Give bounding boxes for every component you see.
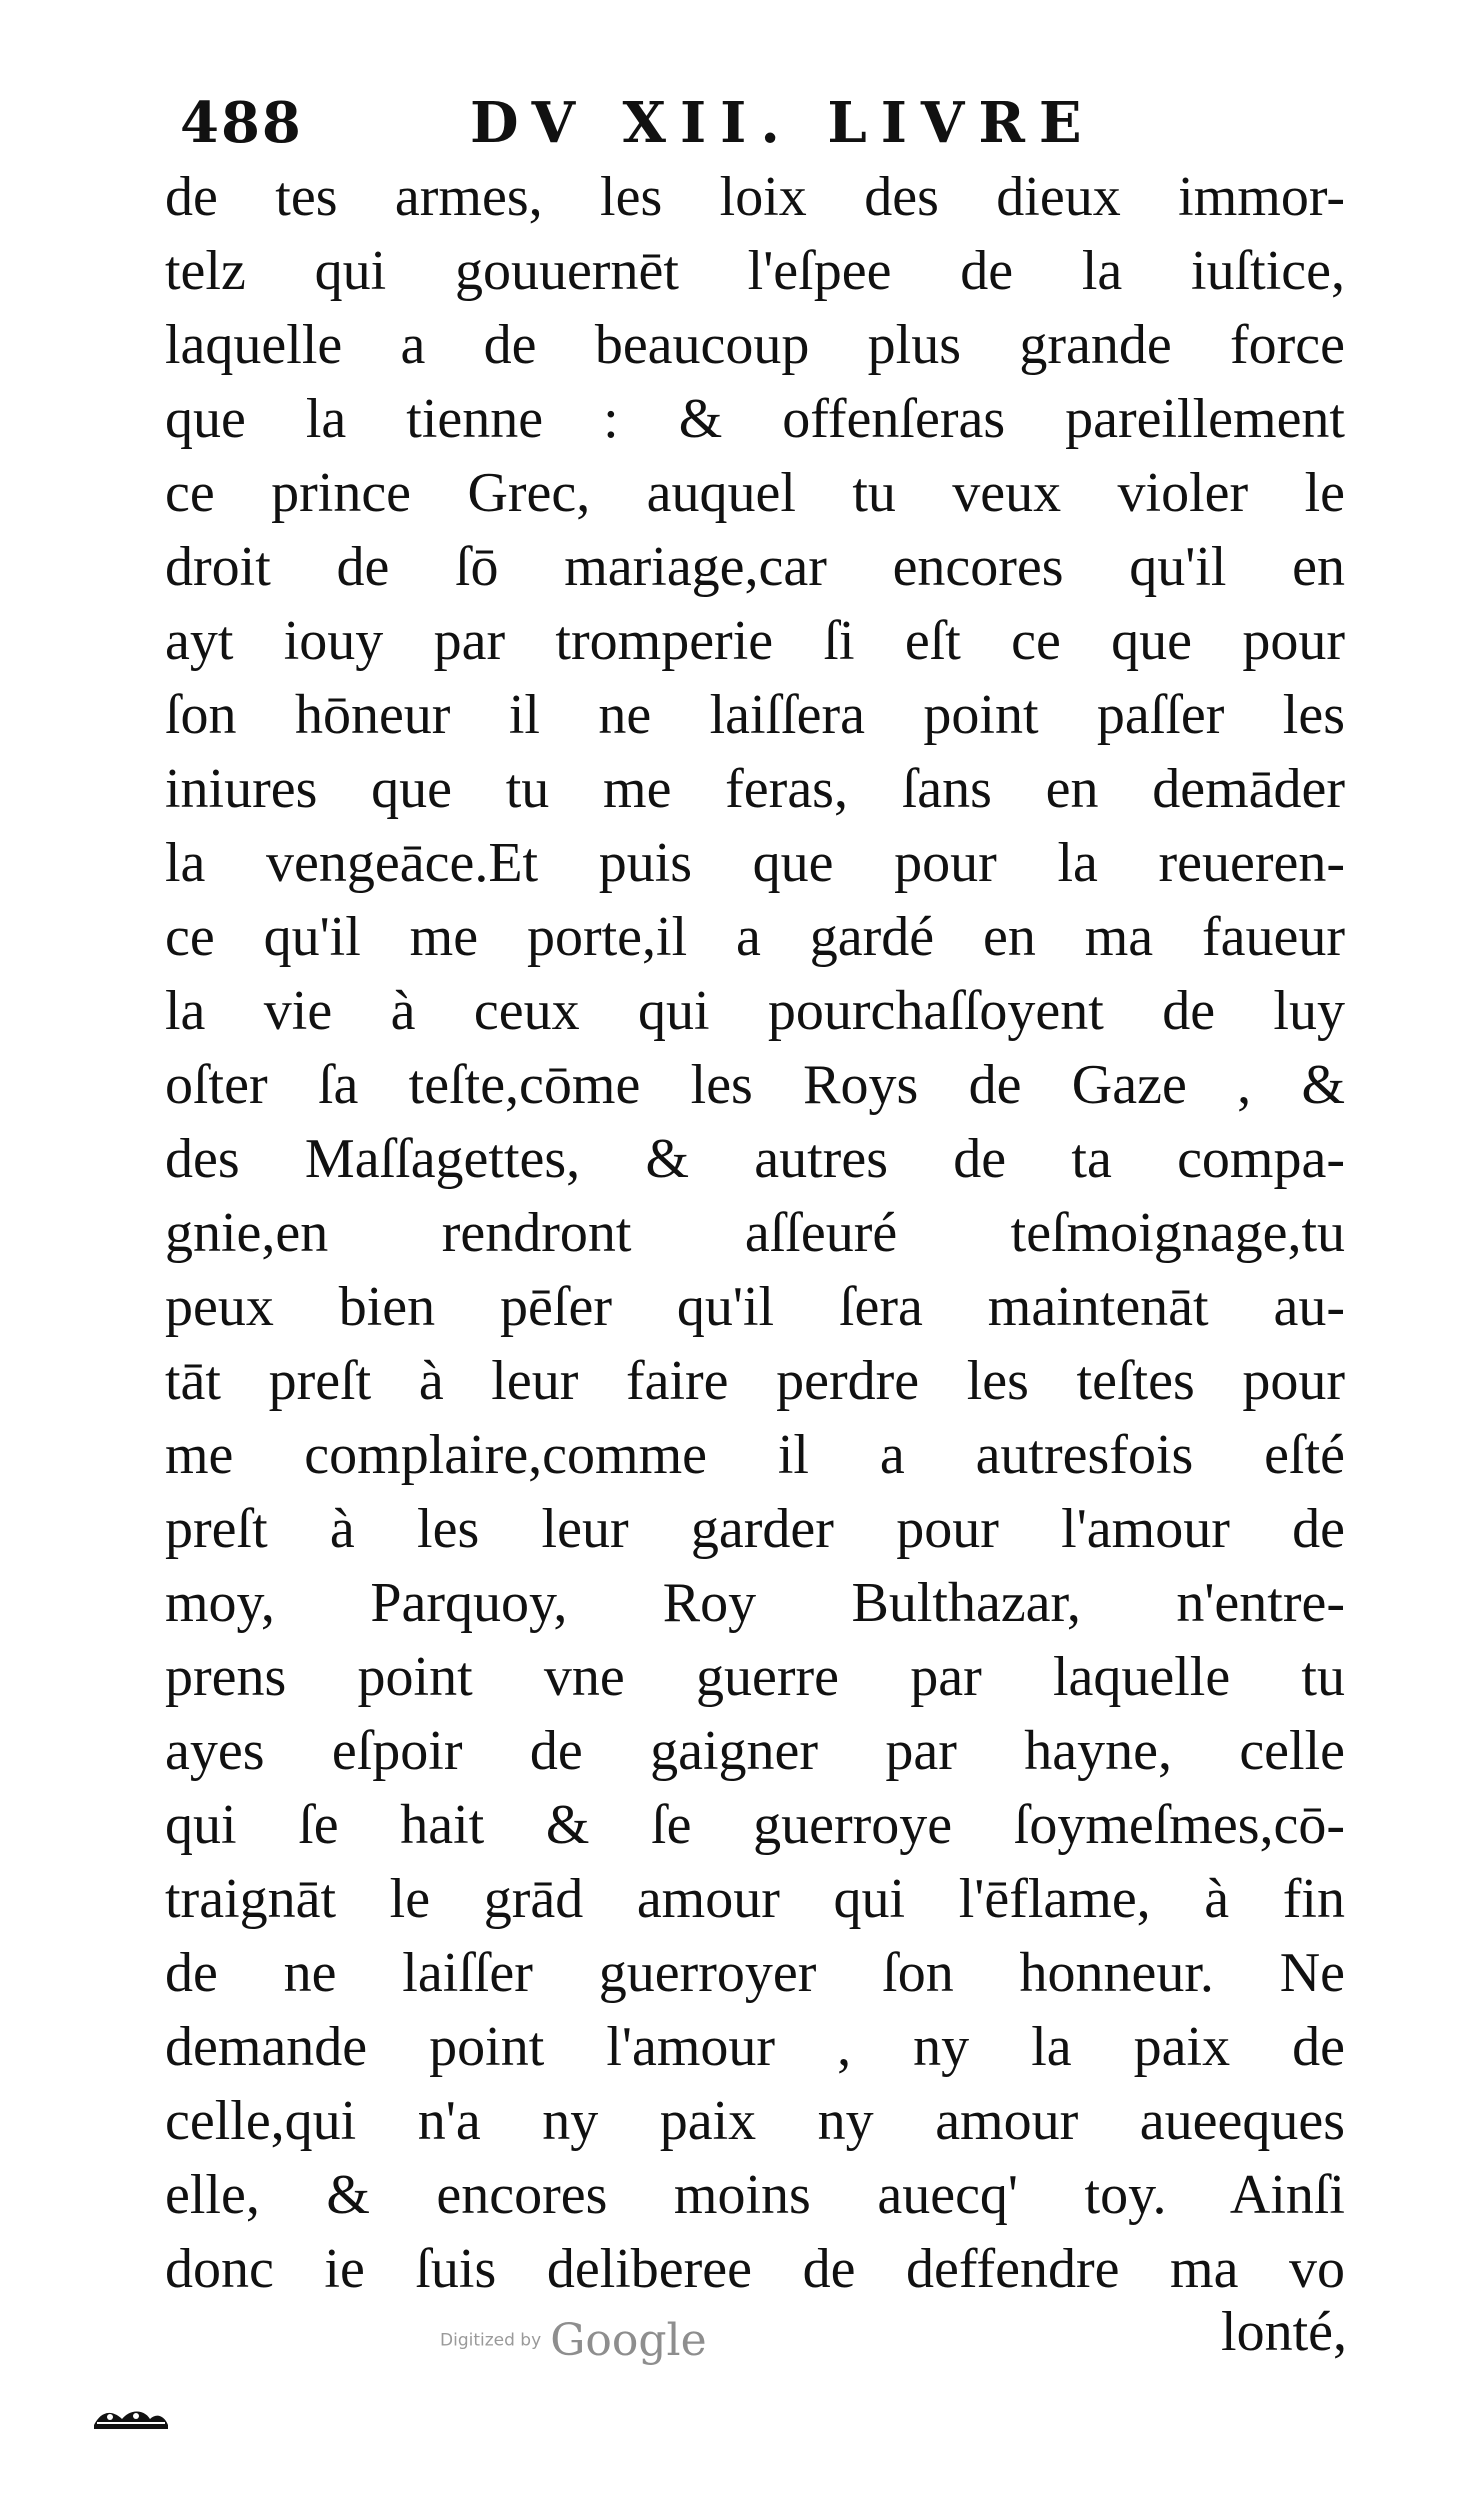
text-line: peux bien pēſer qu'il ſera maintenāt au-: [165, 1276, 1345, 1338]
page-number: 488: [180, 90, 303, 156]
running-head: DV XII. LIVRE: [470, 90, 1096, 156]
text-line: prens point vne guerre par laquelle tu: [165, 1646, 1345, 1708]
page-header: [180, 88, 1180, 158]
text-line: telz qui gouuernēt l'eſpee de la iuſtice,: [165, 240, 1345, 302]
text-line: donc ie ſuis deliberee de deffendre ma vo: [165, 2238, 1345, 2300]
text-line: elle, & encores moins auecq' toy. Ainſi: [165, 2164, 1345, 2226]
catchword: lonté,: [1221, 2301, 1347, 2363]
text-line: qui ſe hait & ſe guerroye ſoymeſmes,cō-: [165, 1794, 1345, 1856]
digitized-by-label: Digitized by: [440, 2330, 542, 2351]
text-line: traignāt le grād amour qui l'ēflame, à fin: [165, 1868, 1345, 1930]
printers-ornament-icon: [92, 2405, 170, 2431]
text-line: iniures que tu me feras, ſans en demāder: [165, 758, 1345, 820]
text-line: laquelle a de beaucoup plus grande force: [165, 314, 1345, 376]
text-line: la vie à ceux qui pourchaſſoyent de luy: [165, 980, 1345, 1042]
digitized-by-watermark: [440, 2315, 707, 2366]
text-line: moy, Parquoy, Roy Bulthazar, n'entre-: [165, 1572, 1345, 1634]
text-line: tāt preſt à leur faire perdre les teſtes pour: [165, 1350, 1345, 1412]
text-line: ayes eſpoir de gaigner par hayne, celle: [165, 1720, 1345, 1782]
text-line: oſter ſa teſte,cōme les Roys de Gaze , &: [165, 1054, 1345, 1116]
text-line: demande point l'amour , ny la paix de: [165, 2016, 1345, 2078]
text-line: la vengeāce.Et puis que pour la reueren-: [165, 832, 1345, 894]
text-line: celle,qui n'a ny paix ny amour aueeques: [165, 2090, 1345, 2152]
text-line: gnie,en rendront aſſeuré teſmoignage,tu: [165, 1202, 1345, 1264]
text-line: de tes armes, les loix des dieux immor-: [165, 166, 1345, 228]
text-line: droit de ſō mariage,car encores qu'il en: [165, 536, 1345, 598]
body-text: [165, 160, 1345, 2306]
text-line: que la tienne : & offenſeras pareillement: [165, 388, 1345, 450]
google-wordmark: Google: [550, 2315, 707, 2366]
text-line: preſt à les leur garder pour l'amour de: [165, 1498, 1345, 1560]
text-line: des Maſſagettes, & autres de ta compa-: [165, 1128, 1345, 1190]
text-line: ayt iouy par tromperie ſi eſt ce que pour: [165, 610, 1345, 672]
text-line: ce qu'il me porte,il a gardé en ma faueur: [165, 906, 1345, 968]
text-line: me complaire,comme il a autresfois eſté: [165, 1424, 1345, 1486]
text-line: ſon hōneur il ne laiſſera point paſſer les: [165, 684, 1345, 746]
text-line: ce prince Grec, auquel tu veux violer le: [165, 462, 1345, 524]
text-line: de ne laiſſer guerroyer ſon honneur. Ne: [165, 1942, 1345, 2004]
